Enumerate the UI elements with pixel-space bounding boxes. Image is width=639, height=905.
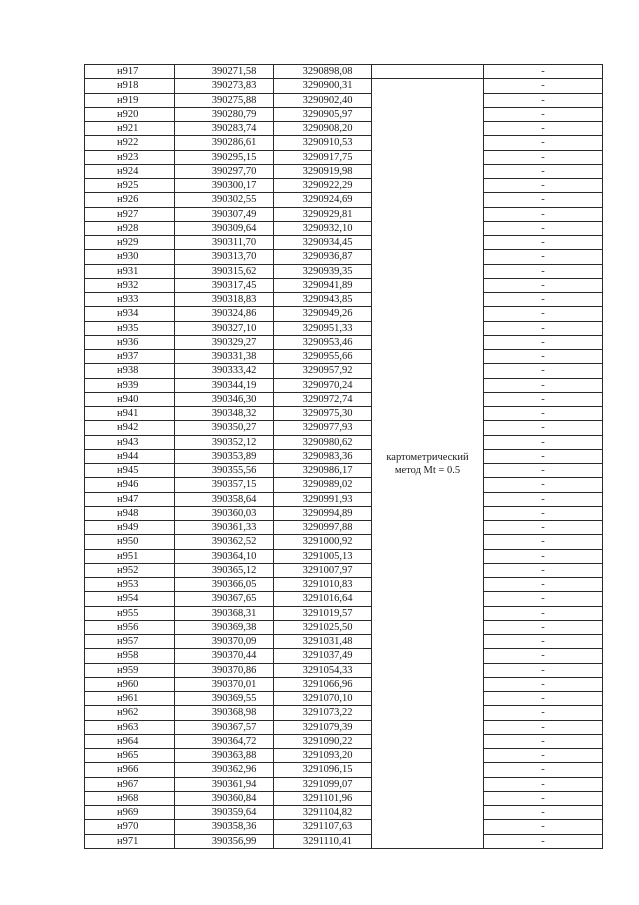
x-coordinate-cell: 390295,15 [175, 150, 274, 164]
y-coordinate-cell: 3291073,22 [274, 706, 372, 720]
x-coordinate-cell: 390360,03 [175, 506, 274, 520]
table-row [85, 734, 603, 748]
description-cell: - [484, 449, 603, 463]
x-coordinate-cell: 390350,27 [175, 421, 274, 435]
y-coordinate-cell: 3291107,63 [274, 820, 372, 834]
x-coordinate-cell: 390331,38 [175, 350, 274, 364]
table-row [85, 207, 603, 221]
description-cell: - [484, 820, 603, 834]
point-name-cell: н940 [85, 392, 175, 406]
table-row [85, 478, 603, 492]
point-name-cell: н948 [85, 506, 175, 520]
table-row [85, 335, 603, 349]
table-row [85, 221, 603, 235]
y-coordinate-cell: 3291093,20 [274, 749, 372, 763]
table-row [85, 307, 603, 321]
description-cell: - [484, 464, 603, 478]
point-name-cell: н969 [85, 806, 175, 820]
description-cell: - [484, 677, 603, 691]
description-cell: - [484, 350, 603, 364]
table-row [85, 563, 603, 577]
y-coordinate-cell: 3291090,22 [274, 734, 372, 748]
coordinates-table [84, 64, 603, 849]
table-row [85, 606, 603, 620]
x-coordinate-cell: 390344,19 [175, 378, 274, 392]
point-name-cell: н967 [85, 777, 175, 791]
x-coordinate-cell: 390365,12 [175, 563, 274, 577]
description-cell: - [484, 278, 603, 292]
table-row [85, 763, 603, 777]
x-coordinate-cell: 390275,88 [175, 93, 274, 107]
table-row [85, 677, 603, 691]
y-coordinate-cell: 3290955,66 [274, 350, 372, 364]
y-coordinate-cell: 3290902,40 [274, 93, 372, 107]
x-coordinate-cell: 390280,79 [175, 107, 274, 121]
table-row [85, 179, 603, 193]
description-cell: - [484, 307, 603, 321]
table-row [85, 620, 603, 634]
table-row [85, 378, 603, 392]
table-row [85, 820, 603, 834]
x-coordinate-cell: 390300,17 [175, 179, 274, 193]
point-name-cell: н950 [85, 535, 175, 549]
point-name-cell: н936 [85, 335, 175, 349]
y-coordinate-cell: 3291096,15 [274, 763, 372, 777]
point-name-cell: н929 [85, 236, 175, 250]
y-coordinate-cell: 3291054,33 [274, 663, 372, 677]
table-row [85, 293, 603, 307]
x-coordinate-cell: 390333,42 [175, 364, 274, 378]
x-coordinate-cell: 390370,09 [175, 635, 274, 649]
method-cell-empty [372, 65, 484, 79]
description-cell: - [484, 293, 603, 307]
y-coordinate-cell: 3291005,13 [274, 549, 372, 563]
y-coordinate-cell: 3290939,35 [274, 264, 372, 278]
table-row [85, 150, 603, 164]
table-row [85, 578, 603, 592]
description-cell: - [484, 93, 603, 107]
point-name-cell: н932 [85, 278, 175, 292]
y-coordinate-cell: 3291037,49 [274, 649, 372, 663]
description-cell: - [484, 478, 603, 492]
x-coordinate-cell: 390346,30 [175, 392, 274, 406]
table-row [85, 421, 603, 435]
table-row [85, 592, 603, 606]
point-name-cell: н939 [85, 378, 175, 392]
table-row [85, 407, 603, 421]
point-name-cell: н957 [85, 635, 175, 649]
description-cell: - [484, 407, 603, 421]
y-coordinate-cell: 3290900,31 [274, 79, 372, 93]
x-coordinate-cell: 390359,64 [175, 806, 274, 820]
y-coordinate-cell: 3291016,64 [274, 592, 372, 606]
x-coordinate-cell: 390283,74 [175, 122, 274, 136]
description-cell: - [484, 207, 603, 221]
point-name-cell: н922 [85, 136, 175, 150]
x-coordinate-cell: 390364,10 [175, 549, 274, 563]
point-name-cell: н956 [85, 620, 175, 634]
y-coordinate-cell: 3290929,81 [274, 207, 372, 221]
x-coordinate-cell: 390361,33 [175, 521, 274, 535]
table-row [85, 549, 603, 563]
point-name-cell: н930 [85, 250, 175, 264]
description-cell: - [484, 806, 603, 820]
point-name-cell: н920 [85, 107, 175, 121]
point-name-cell: н968 [85, 791, 175, 805]
y-coordinate-cell: 3290917,75 [274, 150, 372, 164]
x-coordinate-cell: 390363,88 [175, 749, 274, 763]
description-cell: - [484, 535, 603, 549]
point-name-cell: н917 [85, 65, 175, 79]
table-row [85, 65, 603, 79]
method-cell [372, 79, 484, 849]
description-cell: - [484, 763, 603, 777]
y-coordinate-cell: 3291007,97 [274, 563, 372, 577]
y-coordinate-cell: 3291079,39 [274, 720, 372, 734]
y-coordinate-cell: 3291110,41 [274, 834, 372, 848]
description-cell: - [484, 578, 603, 592]
description-cell: - [484, 720, 603, 734]
point-name-cell: н965 [85, 749, 175, 763]
x-coordinate-cell: 390353,89 [175, 449, 274, 463]
y-coordinate-cell: 3291025,50 [274, 620, 372, 634]
y-coordinate-cell: 3290922,29 [274, 179, 372, 193]
y-coordinate-cell: 3290898,08 [274, 65, 372, 79]
table-row [85, 193, 603, 207]
description-cell: - [484, 435, 603, 449]
y-coordinate-cell: 3291000,92 [274, 535, 372, 549]
table-row [85, 663, 603, 677]
description-cell: - [484, 193, 603, 207]
table-row [85, 122, 603, 136]
y-coordinate-cell: 3290932,10 [274, 221, 372, 235]
y-coordinate-cell: 3291101,96 [274, 791, 372, 805]
x-coordinate-cell: 390362,96 [175, 763, 274, 777]
y-coordinate-cell: 3290936,87 [274, 250, 372, 264]
y-coordinate-cell: 3290910,53 [274, 136, 372, 150]
x-coordinate-cell: 390358,64 [175, 492, 274, 506]
point-name-cell: н925 [85, 179, 175, 193]
table-row [85, 364, 603, 378]
y-coordinate-cell: 3290989,02 [274, 478, 372, 492]
description-cell: - [484, 378, 603, 392]
point-name-cell: н952 [85, 563, 175, 577]
y-coordinate-cell: 3290924,69 [274, 193, 372, 207]
point-name-cell: н928 [85, 221, 175, 235]
x-coordinate-cell: 390311,70 [175, 236, 274, 250]
x-coordinate-cell: 390315,62 [175, 264, 274, 278]
description-cell: - [484, 321, 603, 335]
table-row [85, 692, 603, 706]
y-coordinate-cell: 3290953,46 [274, 335, 372, 349]
table-row [85, 93, 603, 107]
description-cell: - [484, 620, 603, 634]
table-row [85, 250, 603, 264]
description-cell: - [484, 136, 603, 150]
x-coordinate-cell: 390348,32 [175, 407, 274, 421]
description-cell: - [484, 521, 603, 535]
description-cell: - [484, 506, 603, 520]
y-coordinate-cell: 3291099,07 [274, 777, 372, 791]
point-name-cell: н961 [85, 692, 175, 706]
description-cell: - [484, 549, 603, 563]
y-coordinate-cell: 3290994,89 [274, 506, 372, 520]
point-name-cell: н918 [85, 79, 175, 93]
y-coordinate-cell: 3290975,30 [274, 407, 372, 421]
method-line-1: картометрический [386, 451, 469, 463]
y-coordinate-cell: 3290951,33 [274, 321, 372, 335]
point-name-cell: н921 [85, 122, 175, 136]
description-cell: - [484, 164, 603, 178]
description-cell: - [484, 592, 603, 606]
x-coordinate-cell: 390368,31 [175, 606, 274, 620]
x-coordinate-cell: 390358,36 [175, 820, 274, 834]
description-cell: - [484, 791, 603, 805]
point-name-cell: н970 [85, 820, 175, 834]
point-name-cell: н943 [85, 435, 175, 449]
x-coordinate-cell: 390370,86 [175, 663, 274, 677]
y-coordinate-cell: 3291010,83 [274, 578, 372, 592]
point-name-cell: н923 [85, 150, 175, 164]
description-cell: - [484, 335, 603, 349]
table-row [85, 435, 603, 449]
description-cell: - [484, 179, 603, 193]
point-name-cell: н962 [85, 706, 175, 720]
description-cell: - [484, 250, 603, 264]
y-coordinate-cell: 3290957,92 [274, 364, 372, 378]
description-cell: - [484, 122, 603, 136]
table-row [85, 806, 603, 820]
table-row [85, 350, 603, 364]
description-cell: - [484, 421, 603, 435]
x-coordinate-cell: 390313,70 [175, 250, 274, 264]
point-name-cell: н959 [85, 663, 175, 677]
point-name-cell: н919 [85, 93, 175, 107]
y-coordinate-cell: 3291019,57 [274, 606, 372, 620]
description-cell: - [484, 563, 603, 577]
x-coordinate-cell: 390302,55 [175, 193, 274, 207]
x-coordinate-cell: 390362,52 [175, 535, 274, 549]
y-coordinate-cell: 3291066,96 [274, 677, 372, 691]
x-coordinate-cell: 390286,61 [175, 136, 274, 150]
x-coordinate-cell: 390297,70 [175, 164, 274, 178]
point-name-cell: н934 [85, 307, 175, 321]
x-coordinate-cell: 390327,10 [175, 321, 274, 335]
x-coordinate-cell: 390271,58 [175, 65, 274, 79]
description-cell: - [484, 364, 603, 378]
y-coordinate-cell: 3290972,74 [274, 392, 372, 406]
description-cell: - [484, 706, 603, 720]
x-coordinate-cell: 390318,83 [175, 293, 274, 307]
table-row [85, 136, 603, 150]
y-coordinate-cell: 3290991,93 [274, 492, 372, 506]
x-coordinate-cell: 390361,94 [175, 777, 274, 791]
coordinates-table-body [85, 65, 603, 849]
y-coordinate-cell: 3290983,36 [274, 449, 372, 463]
table-row [85, 649, 603, 663]
table-row [85, 278, 603, 292]
description-cell: - [484, 392, 603, 406]
x-coordinate-cell: 390355,56 [175, 464, 274, 478]
point-name-cell: н953 [85, 578, 175, 592]
point-name-cell: н927 [85, 207, 175, 221]
point-name-cell: н949 [85, 521, 175, 535]
description-cell: - [484, 692, 603, 706]
y-coordinate-cell: 3290949,26 [274, 307, 372, 321]
point-name-cell: н931 [85, 264, 175, 278]
description-cell: - [484, 150, 603, 164]
description-cell: - [484, 749, 603, 763]
description-cell: - [484, 221, 603, 235]
y-coordinate-cell: 3291104,82 [274, 806, 372, 820]
table-row [85, 79, 603, 93]
point-name-cell: н954 [85, 592, 175, 606]
table-row [85, 506, 603, 520]
point-name-cell: н966 [85, 763, 175, 777]
x-coordinate-cell: 390369,55 [175, 692, 274, 706]
table-row [85, 706, 603, 720]
point-name-cell: н958 [85, 649, 175, 663]
table-row [85, 236, 603, 250]
point-name-cell: н963 [85, 720, 175, 734]
x-coordinate-cell: 390352,12 [175, 435, 274, 449]
x-coordinate-cell: 390307,49 [175, 207, 274, 221]
table-row [85, 791, 603, 805]
x-coordinate-cell: 390324,86 [175, 307, 274, 321]
point-name-cell: н951 [85, 549, 175, 563]
method-line-2: метод Mt = 0.5 [394, 464, 461, 476]
description-cell: - [484, 492, 603, 506]
point-name-cell: н945 [85, 464, 175, 478]
y-coordinate-cell: 3290977,93 [274, 421, 372, 435]
point-name-cell: н935 [85, 321, 175, 335]
x-coordinate-cell: 390317,45 [175, 278, 274, 292]
table-row [85, 449, 603, 463]
table-row [85, 392, 603, 406]
table-row [85, 635, 603, 649]
table-row [85, 107, 603, 121]
x-coordinate-cell: 390367,57 [175, 720, 274, 734]
description-cell: - [484, 236, 603, 250]
point-name-cell: н933 [85, 293, 175, 307]
y-coordinate-cell: 3290934,45 [274, 236, 372, 250]
table-row [85, 321, 603, 335]
description-cell: - [484, 777, 603, 791]
description-cell: - [484, 635, 603, 649]
point-name-cell: н938 [85, 364, 175, 378]
x-coordinate-cell: 390370,01 [175, 677, 274, 691]
table-row [85, 834, 603, 848]
point-name-cell: н960 [85, 677, 175, 691]
point-name-cell: н926 [85, 193, 175, 207]
x-coordinate-cell: 390360,84 [175, 791, 274, 805]
y-coordinate-cell: 3290905,97 [274, 107, 372, 121]
x-coordinate-cell: 390309,64 [175, 221, 274, 235]
y-coordinate-cell: 3290919,98 [274, 164, 372, 178]
x-coordinate-cell: 390329,27 [175, 335, 274, 349]
description-cell: - [484, 734, 603, 748]
y-coordinate-cell: 3290997,88 [274, 521, 372, 535]
x-coordinate-cell: 390273,83 [175, 79, 274, 93]
description-cell: - [484, 107, 603, 121]
table-row [85, 720, 603, 734]
x-coordinate-cell: 390356,99 [175, 834, 274, 848]
point-name-cell: н944 [85, 449, 175, 463]
description-cell: - [484, 649, 603, 663]
x-coordinate-cell: 390369,38 [175, 620, 274, 634]
description-cell: - [484, 264, 603, 278]
x-coordinate-cell: 390368,98 [175, 706, 274, 720]
table-row [85, 464, 603, 478]
x-coordinate-cell: 390357,15 [175, 478, 274, 492]
y-coordinate-cell: 3291031,48 [274, 635, 372, 649]
table-row [85, 535, 603, 549]
point-name-cell: н942 [85, 421, 175, 435]
description-cell: - [484, 79, 603, 93]
x-coordinate-cell: 390364,72 [175, 734, 274, 748]
x-coordinate-cell: 390367,65 [175, 592, 274, 606]
x-coordinate-cell: 390366,05 [175, 578, 274, 592]
x-coordinate-cell: 390370,44 [175, 649, 274, 663]
table-row [85, 164, 603, 178]
y-coordinate-cell: 3290970,24 [274, 378, 372, 392]
point-name-cell: н924 [85, 164, 175, 178]
y-coordinate-cell: 3290908,20 [274, 122, 372, 136]
y-coordinate-cell: 3291070,10 [274, 692, 372, 706]
y-coordinate-cell: 3290943,85 [274, 293, 372, 307]
table-row [85, 264, 603, 278]
description-cell: - [484, 606, 603, 620]
table-row [85, 777, 603, 791]
point-name-cell: н947 [85, 492, 175, 506]
table-row [85, 492, 603, 506]
table-row [85, 749, 603, 763]
point-name-cell: н955 [85, 606, 175, 620]
point-name-cell: н941 [85, 407, 175, 421]
description-cell: - [484, 834, 603, 848]
table-row [85, 521, 603, 535]
point-name-cell: н946 [85, 478, 175, 492]
y-coordinate-cell: 3290986,17 [274, 464, 372, 478]
point-name-cell: н971 [85, 834, 175, 848]
point-name-cell: н964 [85, 734, 175, 748]
y-coordinate-cell: 3290980,62 [274, 435, 372, 449]
y-coordinate-cell: 3290941,89 [274, 278, 372, 292]
description-cell: - [484, 663, 603, 677]
description-cell: - [484, 65, 603, 79]
point-name-cell: н937 [85, 350, 175, 364]
